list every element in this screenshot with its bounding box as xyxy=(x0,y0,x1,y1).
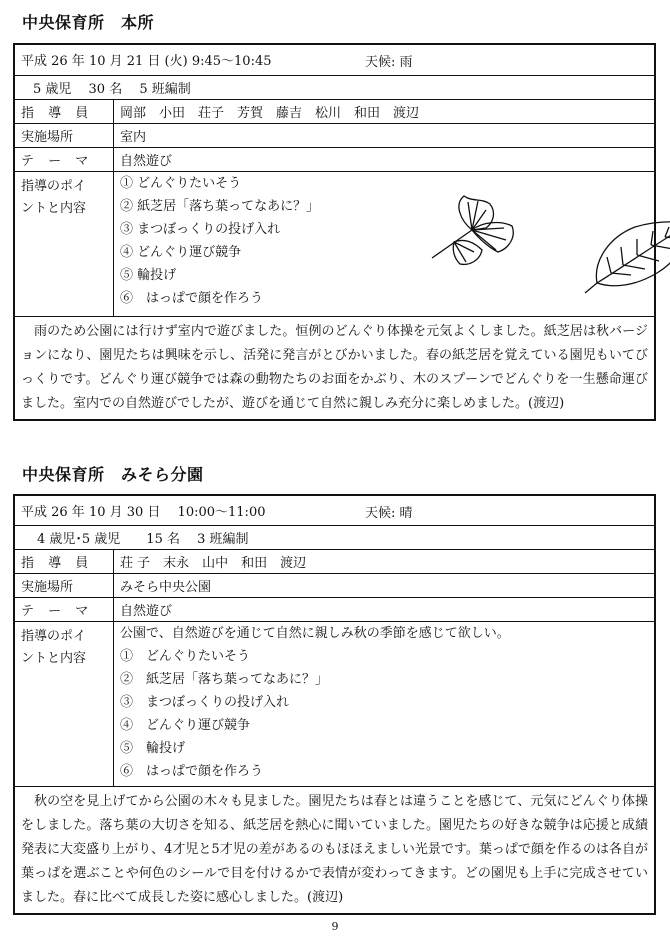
points-intro: 公園で、自然遊びを通じて自然に親しみ秋の季節を感じて欲しい。 xyxy=(120,625,510,641)
section1-weather: 天候: 雨 xyxy=(365,55,413,70)
point-item: ④ どんぐり運び競争 xyxy=(120,717,251,733)
section2-date: 平成 26 年 10 月 30 日 10:00～11:00 xyxy=(21,504,266,520)
point-item: ⑥ はっぱで顔を作ろう xyxy=(120,290,264,306)
section2-points-label xyxy=(14,621,114,786)
section1-place: 室内 xyxy=(114,123,656,147)
section2-place-label: 実施場所 xyxy=(14,573,114,597)
points-label-line2: ントと内容 xyxy=(21,200,87,216)
points-label-line1: 指導のポイ xyxy=(21,628,87,644)
section2-place: みそら中央公園 xyxy=(114,573,656,597)
point-item: ③ まつぼっくりの投げ入れ xyxy=(120,221,281,237)
section1-header xyxy=(14,44,655,75)
section1-point-list xyxy=(120,172,648,310)
section1-group: 5 歳児 30 名 5 班編制 xyxy=(14,75,655,99)
leaf-icon xyxy=(579,217,670,297)
point-item: ⑤ 輪投げ xyxy=(120,740,186,756)
ginkgo-leaf-icon xyxy=(424,192,534,272)
section2-theme: 自然遊び xyxy=(114,597,656,621)
section2-narrative: 秋の空を見上げてから公園の木々も見ました。園児たちは春とは違うことを感じて、元気にどんぐり体操をしました。落ち葉の大切さを知る、紙芝居を熱心に聞いていました。園児たちの好きな競争は応援と成績発表に大変盛り上がり、4才児と5才児の差があるのもほほえましい光景です。葉っぱで顔を作るのは各自が葉っぱを選ぶことや何色のシールで目を付けるかで表情が変わってきます。どの園児も上手に完成させていました。春に比べて成長した姿に感心しました。(渡辺) xyxy=(14,786,655,914)
section1-theme: 自然遊び xyxy=(114,147,656,171)
section2-leaders: 荘 子 末永 山中 和田 渡辺 xyxy=(114,549,656,573)
section1-points-label xyxy=(14,171,114,316)
section2-weather: 天候: 晴 xyxy=(365,506,413,521)
points-label-line1: 指導のポイ xyxy=(21,178,87,194)
section1-date: 平成 26 年 10 月 21 日 (火) 9:45～10:45 xyxy=(21,54,272,70)
point-item: ⑤ 輪投げ xyxy=(120,267,177,283)
section2-points xyxy=(114,621,656,786)
page-number: 9 xyxy=(331,920,339,933)
section1-theme-label: テ ー マ xyxy=(14,147,114,171)
section2-group: 4 歳児･5 歳児 15 名 3 班編制 xyxy=(14,525,655,549)
points-label-line2: ントと内容 xyxy=(21,650,87,666)
section2-point-list xyxy=(120,622,648,783)
point-item: ① どんぐりたいそう xyxy=(120,648,251,664)
section1-leaders: 岡部 小田 荘子 芳賀 藤吉 松川 和田 渡辺 xyxy=(114,99,656,123)
point-item: ⑥ はっぱで顔を作ろう xyxy=(120,763,264,779)
section1-table xyxy=(13,43,656,421)
section2-header xyxy=(14,495,655,525)
section1-place-label: 実施場所 xyxy=(14,123,114,147)
section1-points xyxy=(114,171,656,316)
point-item: ② 紙芝居「落ち葉ってなあに？」 xyxy=(120,671,329,687)
section1-title: 中央保育所 本所 xyxy=(22,13,155,32)
section2-table xyxy=(13,494,656,915)
section2-theme-label: テ ー マ xyxy=(14,597,114,621)
section2-leaders-label: 指 導 員 xyxy=(14,549,114,573)
point-item: ④ どんぐり運び競争 xyxy=(120,244,242,260)
point-item: ② 紙芝居「落ち葉ってなあに？」 xyxy=(120,198,320,214)
section2-title: 中央保育所 みそら分園 xyxy=(22,465,204,484)
section1-leaders-label: 指 導 員 xyxy=(14,99,114,123)
point-item: ① どんぐりたいそう xyxy=(120,175,242,191)
point-item: ③ まつぼっくりの投げ入れ xyxy=(120,694,290,710)
section1-narrative: 雨のため公園には行けず室内で遊びました。恒例のどんぐり体操を元気よくしました。紙芝居は秋バージョンになり、園児たちは興味を示し、活発に発言がとびかいました。春の紙芝居を覚えている園児もいてびっくりです。どんぐり運び競争では森の動物たちのお面をかぶり、木のスプーンでどんぐりを一生懸命運びました。室内での自然遊びでしたが、遊びを通じて自然に親しみ充分に楽しめました。(渡辺) xyxy=(14,316,655,420)
